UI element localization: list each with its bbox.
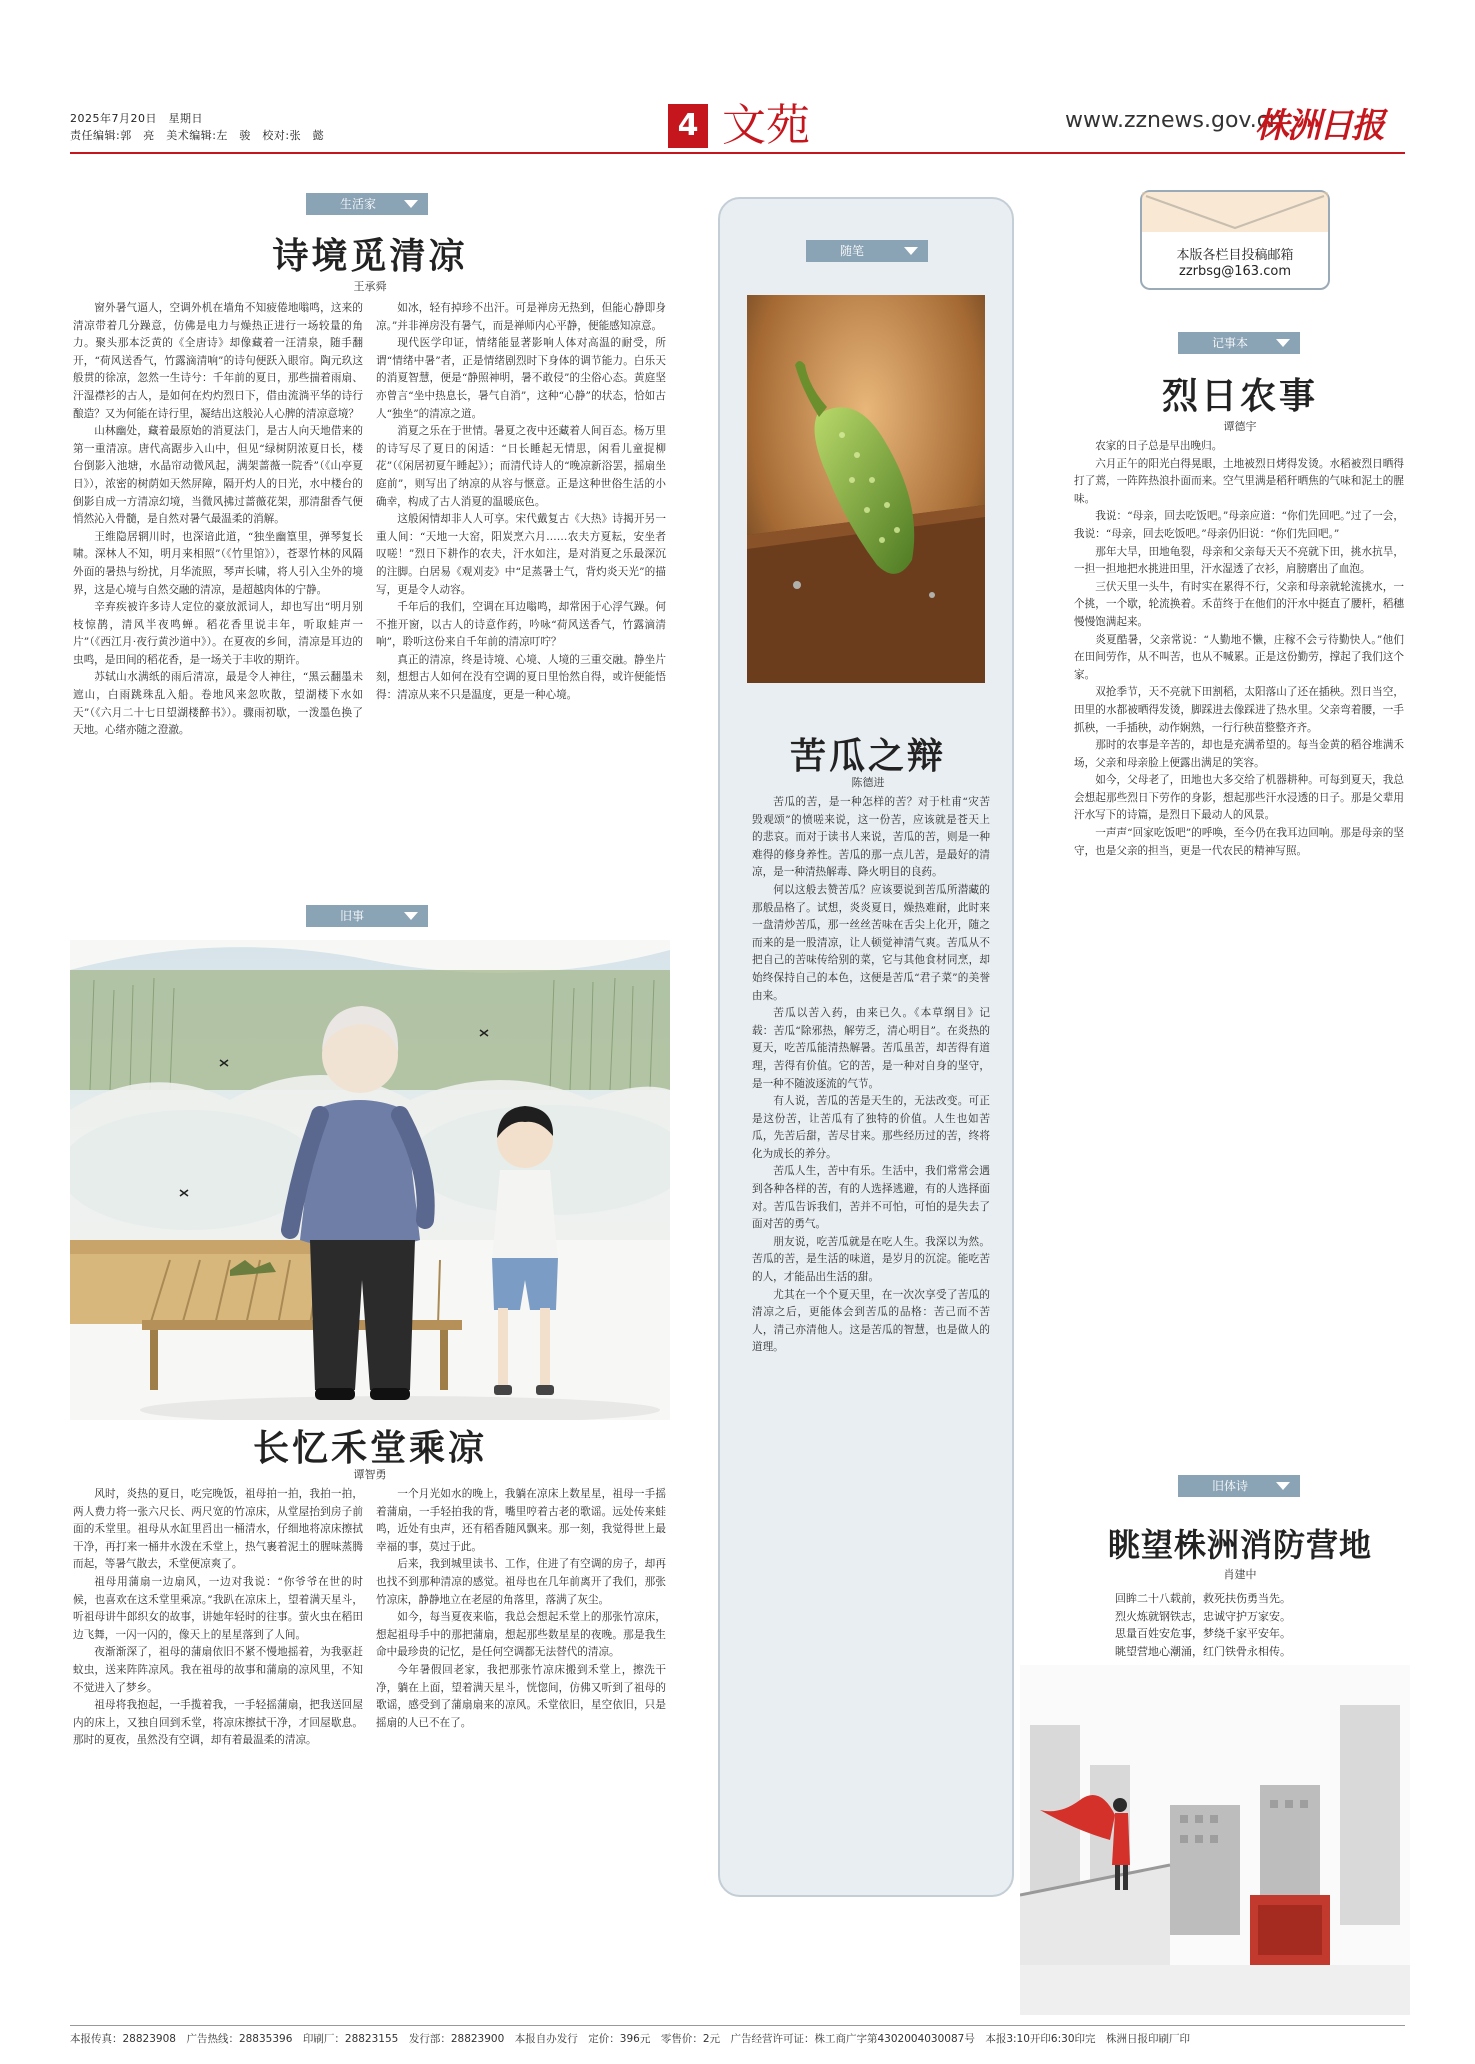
editor-credits: 责任编辑:郭 亮 美术编辑:左 骏 校对:张 懿 [70,129,325,142]
paragraph: 六月正午的阳光白得晃眼，土地被烈日烤得发烫。水稻被烈日晒得打了蔫，一阵阵热浪扑面而来。空气里满是稻秆晒焦的气味和泥土的腥味。 [1074,457,1404,505]
article-body [1074,438,1404,1438]
paragraph: 一个月光如水的晚上，我躺在凉床上数星星，祖母一手摇着蒲扇，一手轻拍我的背，嘴里哼着古老的歌谣。远处传来蛙鸣，近处有虫声，还有稻香随风飘来。那一刻，我觉得世上最幸福的事，莫过于此。 [376,1488,666,1553]
paragraph: 苦瓜以苦入药，由来已久。《本草纲目》记载：苦瓜“除邪热，解劳乏，清心明目”。在炎热的夏天，吃苦瓜能清热解暑。苦瓜虽苦，却苦得有道理，苦得有价值。它的苦，是一种对自身的坚守，是一种不随波逐流的气节。 [752,1007,990,1090]
article-title-fire-station: 眺望株洲消防营地 [1107,1526,1372,1564]
footer-info [70,2025,1405,2046]
paragraph: 苦瓜人生，苦中有乐。生活中，我们常常会遇到各种各样的苦，有的人选择逃避，有的人选择面对。苦瓜告诉我们，苦并不可怕，可怕的是失去了面对苦的勇气。 [752,1165,990,1231]
paragraph: 辛弃疾被许多诗人定位的豪放派词人，却也写出“明月别枝惊鹊，清风半夜鸣蝉。稻花香里说丰年，听取蛙声一片”（《西江月·夜行黄沙道中》）。在夏夜的乡间，清凉是耳边的虫鸣，是田间的稻花香，是一场关于丰收的期许。 [73,601,363,666]
article-title-poetry: 诗境觅清凉 [272,235,468,277]
paragraph: 今年暑假回老家，我把那张竹凉床搬到禾堂上，擦洗干净，躺在上面，望着满天星斗，恍惚间，仿佛又听到了祖母的歌谣，感受到了蒲扇扇来的凉风。禾堂依旧，星空依旧，只是摇扇的人已不在了。 [376,1663,666,1729]
newspaper-logo: 株洲日报 [1255,106,1383,146]
article-title-bitter-melon: 苦瓜之辩 [789,735,946,777]
tag-label: 生活家 [340,197,377,211]
section-tag-notebook [1178,332,1300,354]
tag-label: 随笔 [840,244,865,258]
page-number: 4 [668,104,708,148]
paragraph: 夜渐渐深了，祖母的蒲扇依旧不紧不慢地摇着，为我驱赶蚊虫，送来阵阵凉风。我在祖母的故事和蒲扇的凉风里，不知不觉进入了梦乡。 [73,1646,363,1694]
paragraph: 风时，炎热的夏日，吃完晚饭，祖母拍一拍，我拍一拍，两人费力将一张六尺长、两尺宽的竹凉床，从堂屋抬到房子前面的禾堂里。祖母从水缸里舀出一桶清水，仔细地将凉床擦拭干净，再打来一桶井水泼在禾堂上，热气裹着泥土的腥味蒸腾而起，等暑气散去，禾堂便凉爽了。 [73,1488,363,1571]
paragraph: 农家的日子总是早出晚归。 [1095,440,1223,452]
page-name: 文苑 [722,100,810,151]
article-author: 肖建中 [1223,1568,1257,1581]
paragraph: 如今，每当夏夜来临，我总会想起禾堂上的那张竹凉床，想起祖母手中的那把蒲扇，想起那些数星星的夜晚。那是我生命中最珍贵的记忆，是任何空调都无法替代的清凉。 [376,1611,666,1659]
paragraph: 那时的农事是辛苦的，却也是充满希望的。每当金黄的稻谷堆满禾场，父亲和母亲脸上便露出满足的笑容。 [1074,739,1404,769]
paragraph: 这般闲情却非人人可享。宋代戴复古《大热》诗揭开另一重人间：“天地一大窑，阳炭烹六月……农夫方夏耘，安坐者叹嗟！”烈日下耕作的农夫，汗水如注，是对消夏之乐最深沉的注脚。白居易《观刈麦》中“足蒸暑土气，背灼炎天光”的描写，更是令人动容。 [376,513,666,596]
section-tag-classical-poem [1178,1475,1300,1497]
paragraph: 朋友说，吃苦瓜就是在吃人生。我深以为然。苦瓜的苦，是生活的味道，是岁月的沉淀。能吃苦的人，才能品出生活的甜。 [752,1235,990,1284]
article-body-col2 [376,300,666,902]
paragraph: 现代医学印证，情绪能显著影响人体对高温的耐受，所谓“情绪中暑”者，正是情绪剧烈时下身体的调节能力。白乐天的消夏智慧，便是“静照神明，暑不敢侵”的尘俗心态。黄庭坚亦曾言“坐中热息长，暑气自消”，这种“心静”的状态，恰如古人“独坐”的清凉之道。 [376,337,666,420]
paragraph: 王维隐居辋川时，也深谙此道，“独坐幽篁里，弹琴复长啸。深林人不知，明月来相照”（《竹里馆》），苍翠竹林的风隔外面的暑热与纷扰，月华流照，琴声长啸，将人引入尘外的境界，这是心境与自然交融的清凉，是超越肉体的宁静。 [73,530,363,596]
article-title-farming: 烈日农事 [1161,375,1318,417]
mailbox-label: 本版各栏目投稿邮箱 [1176,248,1294,263]
poem-body [1115,1590,1375,1670]
article-author: 谭德宇 [1223,420,1257,433]
paragraph: 双抢季节，天不亮就下田割稻，太阳落山了还在插秧。烈日当空，田里的水都被晒得发烫，脚踩进去像踩进了热水里。父亲弯着腰，一手抓秧，一手插秧，动作娴熟，一行行秧苗整整齐齐。 [1074,686,1404,734]
paragraph: 一声声“回家吃饭吧”的呼唤，至今仍在我耳边回响。那是母亲的坚守，也是父亲的担当，更是一代农民的精神写照。 [1074,827,1404,857]
website-link[interactable]: www.zznews.gov.cn [1065,108,1283,133]
section-tag-lifestyle [306,193,428,215]
section-tag-essay [806,240,928,262]
paragraph: 有人说，苦瓜的苦是天生的，无法改变。可正是这份苦，让苦瓜有了独特的价值。人生也如苦瓜，先苦后甜，苦尽甘来。那些经历过的苦，终将化为成长的养分。 [752,1095,990,1160]
mailbox-email[interactable]: zzrbsg@163.com [1179,264,1291,279]
city-illustration [1020,1665,1410,2015]
paragraph: 何以这般去赞苦瓜？应该要说到苦瓜所潜藏的那般品格了。试想，炎炎夏日，燥热难耐，此时来一盘清炒苦瓜，那一丝丝苦味在舌尖上化开，随之而来的是一股清凉，让人顿觉神清气爽。苦瓜从不把自己的苦味传给别的菜，它与其他食材同烹，却始终保持自己的本色，这便是苦瓜“君子菜”的美誉由来。 [752,883,990,1002]
poem-line: 烈火炼就钢铁志，忠诚守护万家安。 [1115,1609,1291,1623]
header-rule [70,152,1405,154]
paragraph: 我说：“母亲，回去吃饭吧。”母亲应道：“你们先回吧。”过了一会，我说：“母亲，回去吃饭吧。”母亲仍旧说：“你们先回吧。” [1074,510,1404,540]
poem-line: 回眸二十八载前，救死扶伤勇当先。 [1115,1592,1291,1605]
paragraph: 三伏天里一头牛，有时实在累得不行，父亲和母亲就轮流挑水，一个挑，一个歇，轮流换着。禾苗终于在他们的汗水中挺直了腰杆，稻穗慢慢饱满起来。 [1074,580,1404,628]
paragraph: 尤其在一个个夏天里，在一次次享受了苦瓜的清凉之后，更能体会到苦瓜的品格：苦己而不苦人，清己亦清他人。这是苦瓜的智慧，也是做人的道理。 [752,1288,990,1354]
paragraph: 如今，父母老了，田地也大多交给了机器耕种。可每到夏天，我总会想起那些烈日下劳作的身影，想起那些汗水浸透的日子。那是父辈用汗水写下的诗篇，是烈日下最动人的风景。 [1074,774,1404,822]
tag-label: 旧事 [340,909,365,923]
paragraph: 苏轼山水满纸的雨后清凉，最是令人神往，“黑云翻墨未遮山，白雨跳珠乱入船。卷地风来忽吹散，望湖楼下水如天”（《六月二十七日望湖楼醉书》）。骤雨初歇，一泼墨色换了天地。心绪亦随之澄澈。 [73,671,363,737]
article-body [752,794,990,1894]
poem-line: 眺望营地心潮涌，红门铁骨永相传。 [1115,1644,1291,1658]
section-tag-history [306,905,428,927]
article-body-col1 [73,1486,363,2016]
article-body-col2 [376,1486,666,2016]
paragraph: 炎夏酷暑，父亲常说：“人勤地不懒，庄稼不会亏待勤快人。”他们在田间劳作，从不叫苦，也从不喊累。正是这份勤劳，撑起了我们这个家。 [1074,633,1404,681]
paragraph: 窗外暑气逼人，空调外机在墙角不知疲倦地嗡鸣，这来的清凉带着几分躁意，仿佛是电力与燥热正进行一场较量的角力。聚头那本泛黄的《全唐诗》却像藏着一汪清泉，随手翻开，“荷风送香气，竹露滴清响”的诗句便跃入眼帘。陶元玖这般贯的徐凉，忽然一生诗兮：千年前的夏日，那些揣着雨扇、汗湿襟衫的古人，是如何在灼灼烈日下，借由流淌平华的诗行酿造？又为何能在诗行里，凝结出这般沁人心脾的清凉意境？ [73,302,363,420]
illustration-grandma-child [70,940,670,1420]
paragraph: 如冰，轻有掉珍不出汗。可是禅房无热到，但能心静即身凉。”并非禅房没有暑气，而是禅师内心平静，便能感知凉意。 [376,302,666,332]
paragraph: 后来，我到城里读书、工作，住进了有空调的房子，却再也找不到那种清凉的感觉。祖母也在几年前离开了我们，那张竹凉床，静静地立在老屋的角落里，落满了灰尘。 [376,1558,666,1606]
paragraph: 千年后的我们，空调在耳边嗡鸣，却常困于心浮气躁。何不推开窗，以古人的诗意作药，吟咏“荷风送香气，竹露滴清响”，聆听这份来自千年前的清凉叮咛？ [376,601,666,649]
article-author: 陈德进 [851,776,885,789]
bitter-melon-photo [747,295,985,683]
article-body-col1 [73,300,363,902]
paragraph: 真正的清凉，终是诗境、心境、人境的三重交融。静坐片刻，想想古人如何在没有空调的夏日里怡然自得，或许便能悟得：清凉从来不只是温度，更是一种心境。 [376,653,666,702]
article-author: 谭智勇 [353,1468,387,1481]
tag-label: 记事本 [1212,336,1249,350]
poem-line: 思量百姓安危事，梦绕千家平安年。 [1115,1627,1291,1641]
paragraph: 山林幽处，藏着最原始的消夏法门，是古人向天地借来的第一重清凉。唐代高踞步入山中，但见“绿树阴浓夏日长，楼台倒影入池塘，水晶帘动微风起，满架蔷薇一院香”（《山亭夏日》），浓密的树荫如天然屏障，隔开灼人的日光，水中楼台的倒影自成一方清凉幻境，当微风拂过蔷薇花架，那清甜香气便悄然沁入骨髓，是自然对暑气最温柔的消解。 [73,425,363,526]
paragraph: 消夏之乐在于世情。暑夏之夜中还藏着人间百态。杨万里的诗写尽了夏日的闲适：“日长睡起无情思，闲看儿童捉柳花”（《闲居初夏午睡起》）；而清代诗人的“晚凉新浴罢，摇扇坐庭前”，则写出了纳凉的从容与惬意。正是这种世俗生活的小确幸，构成了古人消夏的温暖底色。 [376,425,666,508]
paragraph: 祖母用蒲扇一边扇风，一边对我说：“你爷爷在世的时候，也喜欢在这禾堂里乘凉。”我趴在凉床上，望着满天星斗，听祖母讲牛郎织女的故事，讲她年轻时的往事。萤火虫在稻田边飞舞，一闪一闪的，像天上的星星落到了人间。 [73,1575,363,1641]
article-author: 王承舜 [353,280,387,293]
paragraph: 祖母将我抱起，一手揽着我，一手轻摇蒲扇，把我送回屋内的床上，又独自回到禾堂，将凉床擦拭干净，才回屋歇息。那时的夏夜，虽然没有空调，却有着最温柔的清凉。 [73,1699,363,1747]
article-title-memory: 长忆禾堂乘凉 [252,1427,487,1469]
paragraph: 那年大旱，田地龟裂，母亲和父亲每天天不亮就下田，挑水抗旱，一担一担地把水挑进田里，汗水湿透了衣衫，肩膀磨出了血泡。 [1074,545,1404,576]
tag-label: 旧体诗 [1212,1479,1249,1493]
paragraph: 苦瓜的苦，是一种怎样的苦？对于杜甫“灾苦毁观颂”的愤嗟来说，这一份苦，应该就是苍天上的悲哀。而对于读书人来说，苦瓜的苦，则是一种难得的修身养性。苦瓜的那一点儿苦，是最好的清凉，是一种清热解毒、降火明目的良药。 [752,796,990,879]
issue-date: 2025年7月20日 星期日 [70,112,203,125]
footer-text: 本报传真：28823908 广告热线：28835396 印刷厂：28823155 发行部：28823900 本报自办发行 定价：396元 零售价：2元 广告经营许可证：株工商广字第4302004030087号 本报3:10开印6:30印完 株洲日报印刷厂印 [70,2033,1190,2045]
submission-mailbox [1140,190,1330,290]
